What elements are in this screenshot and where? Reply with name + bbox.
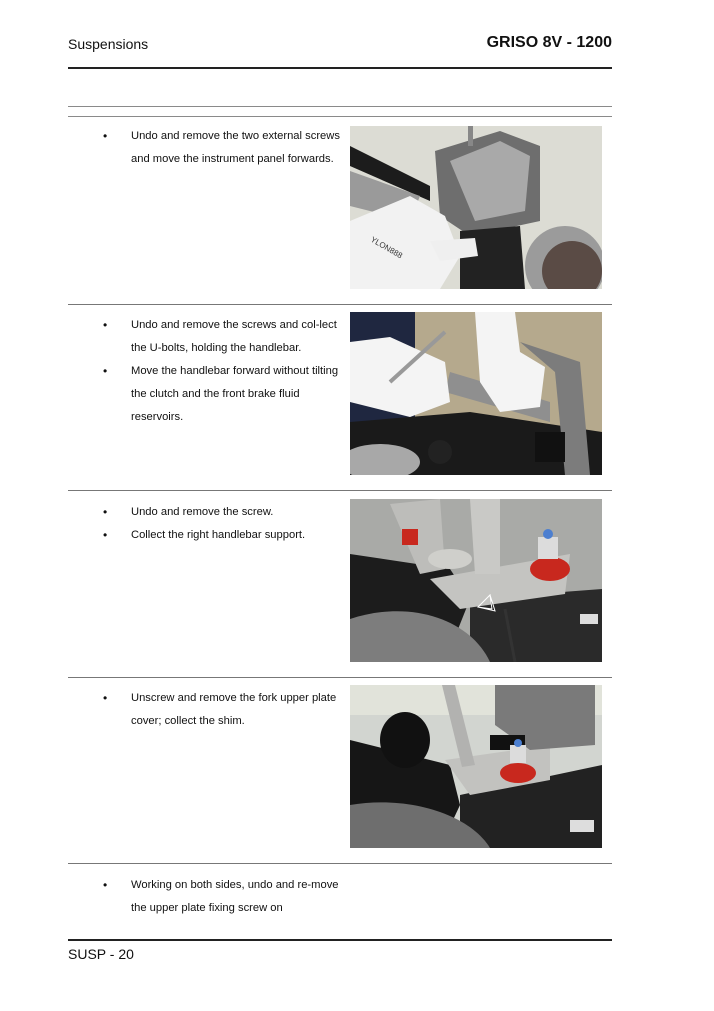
step-2-text [100, 314, 340, 429]
svg-text:YLON888: YLON888 [369, 234, 404, 261]
step-2-bullet-1: • Undo and remove the screws and col-lect the U-bolts, holding the handlebar. [100, 314, 340, 360]
footer-rule [68, 939, 612, 941]
step-4-bullet-1: • Unscrew and remove the fork upper plate cover; collect the shim. [100, 687, 340, 733]
step-4-photo [350, 685, 602, 848]
bullet-dot: • [103, 528, 108, 542]
page-code: SUSP - 20 [68, 946, 134, 962]
section-title: Suspensions [68, 36, 149, 52]
step-2-photo [350, 312, 602, 475]
bullet-dot: • [103, 129, 108, 143]
photo-handlebar-support-screw-icon [350, 499, 602, 662]
step-5-bullet-1: • Working on both sides, undo and re-move the upper plate fixing screw on [100, 874, 340, 920]
step-1-text [100, 125, 340, 171]
photo-instrument-panel-removal-icon [350, 126, 602, 289]
photo-fork-upper-plate-icon [350, 685, 602, 848]
step-1-bullet-1: • Undo and remove the two external screws and move the instrument panel forwards. [100, 125, 340, 171]
separator-3 [68, 677, 612, 678]
step-3-photo [350, 499, 602, 662]
step-4-text [100, 687, 340, 733]
separator-1 [68, 304, 612, 305]
bullet-dot: • [103, 364, 108, 378]
step-5-text [100, 874, 340, 920]
bullet-dot: • [103, 878, 108, 892]
top-rule-1 [68, 106, 612, 107]
step-2-bullet-2: • Move the handlebar forward without tilting the clutch and the front brake fluid reservoirs. [100, 360, 340, 429]
separator-4 [68, 863, 612, 864]
step-3-bullet-2: • Collect the right handlebar support. [100, 524, 340, 547]
top-rule-2 [68, 116, 612, 117]
step-3-text [100, 501, 340, 547]
separator-2 [68, 490, 612, 491]
bullet-dot: • [103, 505, 108, 519]
header-rule [68, 67, 612, 69]
model-title: GRISO 8V - 1200 [486, 34, 612, 51]
bullet-dot: • [103, 318, 108, 332]
bullet-dot: • [103, 691, 108, 705]
photo-handlebar-u-bolts-icon [350, 312, 602, 475]
step-3-bullet-1: • Undo and remove the screw. [100, 501, 340, 524]
step-1-photo [350, 126, 602, 289]
